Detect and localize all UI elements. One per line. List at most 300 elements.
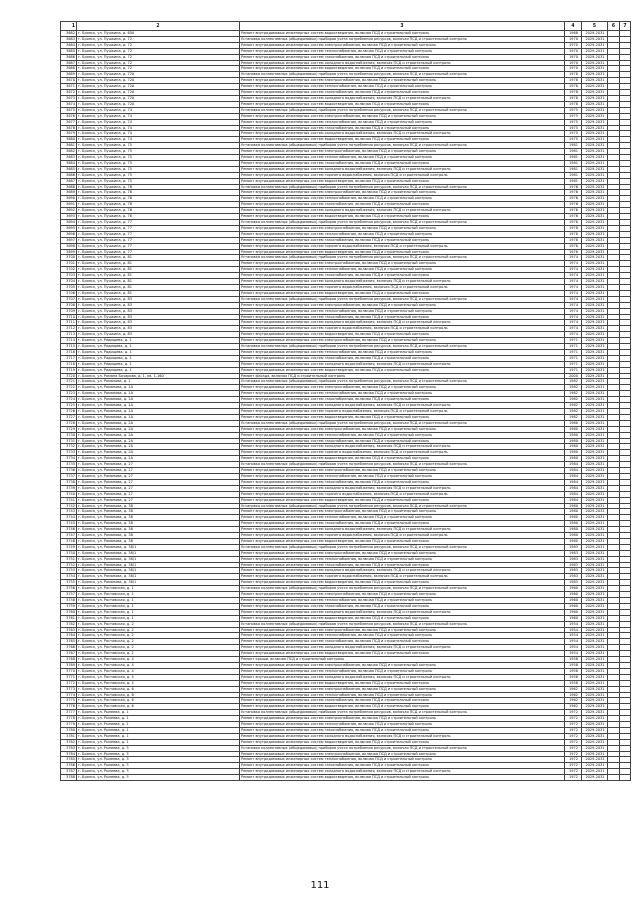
table-cell: 1982 bbox=[565, 391, 582, 397]
table-cell: 3686 bbox=[61, 54, 77, 60]
table-cell: Ремонт фасада, включая ПСД и строительный контроль bbox=[240, 373, 565, 379]
table-cell: 3734 bbox=[61, 456, 77, 462]
table-cell: г. Брянск, ул. Рылеева, д. 3 bbox=[77, 769, 240, 775]
table-cell: 3695 bbox=[61, 225, 77, 231]
table-cell: г. Брянск, ул. Пушкина, д. 77 bbox=[77, 249, 240, 255]
table-cell: Ремонт внутридомовых инженерных систем электроснабжения, включая ПСД и строительный контроль bbox=[240, 338, 565, 344]
table-cell: 2029-2031 bbox=[582, 662, 608, 668]
table-header bbox=[61, 22, 631, 31]
table-cell: 2029-2031 bbox=[582, 479, 608, 485]
table-cell: 2029-2031 bbox=[582, 739, 608, 745]
table-cell: 2029-2031 bbox=[582, 296, 608, 302]
table-cell: 2029-2031 bbox=[582, 379, 608, 385]
table-cell: г. Брянск, ул. Пушкина, д. 83 bbox=[77, 320, 240, 326]
table-cell: Ремонт внутридомовых инженерных систем теплоснабжения, включая ПСД и строительный контроль bbox=[240, 722, 565, 728]
table-cell: 2029-2031 bbox=[582, 172, 608, 178]
table-cell: 3675 bbox=[61, 107, 77, 113]
table-cell: 3691 bbox=[61, 202, 77, 208]
table-cell: 2029-2031 bbox=[582, 143, 608, 149]
table-cell: 3784 bbox=[61, 751, 77, 757]
table-cell: 2029-2031 bbox=[582, 710, 608, 716]
table-cell: 2029-2031 bbox=[582, 722, 608, 728]
table-cell: 1978 bbox=[565, 220, 582, 226]
table-cell: 3743 bbox=[61, 509, 77, 515]
table-cell: 1968 bbox=[565, 31, 582, 37]
table-cell: 3760 bbox=[61, 609, 77, 615]
table-cell: 2029-2031 bbox=[582, 202, 608, 208]
table-cell: 2029-2031 bbox=[582, 686, 608, 692]
table-cell: Ремонт внутридомовых инженерных систем холодного водоснабжения, включая ПСД и строительный контроль bbox=[240, 166, 565, 172]
table-cell: 1962 bbox=[565, 698, 582, 704]
table-cell: Ремонт внутридомовых инженерных систем горячего водоснабжения, включая ПСД и строительный контроль bbox=[240, 172, 565, 178]
table-cell: Ремонт внутридомовых инженерных систем газоснабжения, включая ПСД и строительный контроль bbox=[240, 639, 565, 645]
table-cell: Ремонт внутридомовых инженерных систем электроснабжения, включая ПСД и строительный контроль bbox=[240, 662, 565, 668]
table-cell: 3720 bbox=[61, 373, 77, 379]
table-cell: г. Брянск, ул. Пушкина, д. 75 bbox=[77, 178, 240, 184]
table-cell: г. Брянск, ул. Пушкина, д. 74 bbox=[77, 131, 240, 137]
table-cell: Ремонт внутридомовых инженерных систем электроснабжения, включая ПСД и строительный контроль bbox=[240, 751, 565, 757]
table-cell: 2029-2031 bbox=[582, 615, 608, 621]
table-cell: Ремонт внутридомовых инженерных систем водоотведения, включая ПСД и строительный контроль bbox=[240, 367, 565, 373]
table-cell: 1976 bbox=[565, 214, 582, 220]
table-cell: Установка коллективных (общедомовых) приборов учета потребления ресурсов, включая ПСД и строительный контроль bbox=[240, 107, 565, 113]
table-cell: г. Брянск, ул. Романова, д. 1А bbox=[77, 385, 240, 391]
table-cell: 1974 bbox=[565, 320, 582, 326]
column-header: 6 bbox=[608, 22, 620, 31]
table-cell: 3687 bbox=[61, 178, 77, 184]
table-cell: Ремонт внутридомовых инженерных систем теплоснабжения, включая ПСД и строительный контроль bbox=[240, 155, 565, 161]
table-cell: г. Брянск, ул. Пушкина, д. 77 bbox=[77, 220, 240, 226]
table-cell: 3758 bbox=[61, 598, 77, 604]
table-cell: 3774 bbox=[61, 692, 77, 698]
table-cell: Ремонт внутридомовых инженерных систем водоотведения, включая ПСД и строительный контроль bbox=[240, 739, 565, 745]
table-cell: 3742 bbox=[61, 503, 77, 509]
table-cell: г. Брянск, ул. Пушкина, д. 83 bbox=[77, 314, 240, 320]
table-cell: г. Брянск, ул. Романова, д. 38 bbox=[77, 533, 240, 539]
table-cell: г. Брянск, ул. Ростовская, д. 1 bbox=[77, 586, 240, 592]
table-cell: 2029-2031 bbox=[582, 190, 608, 196]
table-cell: 2029-2031 bbox=[582, 284, 608, 290]
table-cell: Ремонт внутридомовых инженерных систем водоотведения, включая ПСД и строительный контроль bbox=[240, 31, 565, 37]
table-cell: 1982 bbox=[565, 409, 582, 415]
table-cell: г. Брянск, ул. Романова, д. 1А bbox=[77, 403, 240, 409]
table-cell: 2029-2031 bbox=[582, 509, 608, 515]
table-cell: 2029-2031 bbox=[582, 42, 608, 48]
table-cell: 2029-2031 bbox=[582, 237, 608, 243]
table-cell: Установка коллективных (общедомовых) приборов учета потребления ресурсов, включая ПСД и строительный контроль bbox=[240, 379, 565, 385]
table-cell: Ремонт внутридомовых инженерных систем холодного водоснабжения, включая ПСД и строительный контроль bbox=[240, 95, 565, 101]
table-cell: Ремонт внутридомовых инженерных систем холодного водоснабжения, включая ПСД и строительный контроль bbox=[240, 279, 565, 285]
table-cell: Ремонт внутридомовых инженерных систем теплоснабжения, включая ПСД и строительный контроль bbox=[240, 231, 565, 237]
table-cell: 2029-2031 bbox=[582, 332, 608, 338]
table-cell: 3692 bbox=[61, 208, 77, 214]
table-cell: Ремонт внутридомовых инженерных систем электроснабжения, включая ПСД и строительный контроль bbox=[240, 716, 565, 722]
table-cell: 2029-2031 bbox=[582, 674, 608, 680]
table-cell: 2029-2031 bbox=[582, 438, 608, 444]
table-cell: Установка коллективных (общедомовых) приборов учета потребления ресурсов, включая ПСД и строительный контроль bbox=[240, 420, 565, 426]
table-cell: 1980 bbox=[565, 426, 582, 432]
table-cell: 1962 bbox=[565, 704, 582, 710]
table-cell: 3738 bbox=[61, 479, 77, 485]
table-cell: г. Брянск, ул. Пушкина, д. 65А bbox=[77, 31, 240, 37]
table-cell: Ремонт внутридомовых инженерных систем газоснабжения, включая ПСД и строительный контроль bbox=[240, 160, 565, 166]
table-cell: 2029-2031 bbox=[582, 403, 608, 409]
table-cell: 3727 bbox=[61, 414, 77, 420]
table-cell: Ремонт внутридомовых инженерных систем водоотведения, включая ПСД и строительный контроль bbox=[240, 775, 565, 781]
table-cell: 1974 bbox=[565, 284, 582, 290]
table-cell: г. Брянск, ул. Романова, д. 27 bbox=[77, 491, 240, 497]
table-cell: г. Брянск, ул. Рылеева, д. 3 bbox=[77, 757, 240, 763]
table-cell: 3704 bbox=[61, 279, 77, 285]
table-cell: г. Брянск, ул. Пушкина, д. 76 bbox=[77, 214, 240, 220]
table-cell: 2029-2031 bbox=[582, 36, 608, 42]
table-cell: 1975 bbox=[565, 131, 582, 137]
table-cell: 3753 bbox=[61, 568, 77, 574]
table-cell: Ремонт внутридомовых инженерных систем газоснабжения, включая ПСД и строительный контроль bbox=[240, 355, 565, 361]
table-cell: 1984 bbox=[565, 497, 582, 503]
table-cell: г. Брянск, ул. Пушкина, д. 72 bbox=[77, 54, 240, 60]
table-cell: г. Брянск, ул. Рылеева, д. 3 bbox=[77, 745, 240, 751]
table-cell: 2029-2031 bbox=[582, 521, 608, 527]
table-cell: 1971 bbox=[565, 338, 582, 344]
table-cell: 2029-2031 bbox=[582, 267, 608, 273]
table-cell: 2029-2031 bbox=[582, 160, 608, 166]
table-cell: г. Брянск, ул. Пушкина, д. 72 bbox=[77, 48, 240, 54]
table-cell: 3710 bbox=[61, 314, 77, 320]
table-cell: г. Брянск, ул. Пушкина, д. 72А bbox=[77, 90, 240, 96]
table-cell: г. Брянск, ул. Пушкина, д. 83 bbox=[77, 302, 240, 308]
table-cell: г. Брянск, ул. Пушкина, д. 77 bbox=[77, 225, 240, 231]
table-cell: 3694 bbox=[61, 220, 77, 226]
table-cell: 3708 bbox=[61, 302, 77, 308]
table-cell: 3678 bbox=[61, 125, 77, 131]
table-cell: 1954 bbox=[565, 633, 582, 639]
table-cell: 2029-2031 bbox=[582, 243, 608, 249]
table-cell: 3671 bbox=[61, 84, 77, 90]
table-cell: Ремонт внутридомовых инженерных систем электроснабжения, включая ПСД и строительный контроль bbox=[240, 592, 565, 598]
table-cell: Ремонт внутридомовых инженерных систем холодного водоснабжения, включая ПСД и строительный контроль bbox=[240, 208, 565, 214]
table-cell: 1976 bbox=[565, 208, 582, 214]
table-cell: г. Брянск, ул. Романова, д. 2А bbox=[77, 438, 240, 444]
table-cell: г. Брянск, ул. Рылеева, д. 3 bbox=[77, 763, 240, 769]
table-cell: Установка коллективных (общедомовых) приборов учета потребления ресурсов, включая ПСД и строительный контроль bbox=[240, 296, 565, 302]
table-cell: 2029-2031 bbox=[582, 391, 608, 397]
table-cell: Ремонт внутридомовых инженерных систем теплоснабжения, включая ПСД и строительный контроль bbox=[240, 692, 565, 698]
table-cell: г. Брянск, ул. Романова, д. 38/1 bbox=[77, 562, 240, 568]
table-cell: г. Брянск, ул. Пушкина, д. 76 bbox=[77, 202, 240, 208]
table-cell: 1984 bbox=[565, 479, 582, 485]
table-cell: Ремонт внутридомовых инженерных систем газоснабжения, включая ПСД и строительный контроль bbox=[240, 54, 565, 60]
table-cell: г. Брянск, ул. Ростовская, д. 2 bbox=[77, 621, 240, 627]
column-header: 2 bbox=[77, 22, 240, 31]
table-cell: Ремонт внутридомовых инженерных систем водоотведения, включая ПСД и строительный контроль bbox=[240, 456, 565, 462]
table-cell: г. Брянск, ул. Романа Бочарова, д. 1, кв. 1-160 bbox=[77, 373, 240, 379]
table-cell: Ремонт внутридомовых инженерных систем горячего водоснабжения, включая ПСД и строительный контроль bbox=[240, 284, 565, 290]
table-cell: 1958 bbox=[565, 668, 582, 674]
table-cell: г. Брянск, ул. Ростовская, д. 2 bbox=[77, 645, 240, 651]
table-cell: 1981 bbox=[565, 172, 582, 178]
table-cell: 3670 bbox=[61, 78, 77, 84]
table-cell: 1972 bbox=[565, 710, 582, 716]
table-cell: Установка коллективных (общедомовых) приборов учета потребления ресурсов, включая ПСД и строительный контроль bbox=[240, 462, 565, 468]
table-cell: 2029-2031 bbox=[582, 633, 608, 639]
table-cell: 2029-2031 bbox=[582, 308, 608, 314]
table-cell: 3736 bbox=[61, 468, 77, 474]
table-cell: Ремонт внутридомовых инженерных систем газоснабжения, включая ПСД и строительный контроль bbox=[240, 698, 565, 704]
table-cell: 1980 bbox=[565, 509, 582, 515]
table-cell: Ремонт внутридомовых инженерных систем теплоснабжения, включая ПСД и строительный контроль bbox=[240, 473, 565, 479]
table-cell: 1984 bbox=[565, 485, 582, 491]
table-cell: 3751 bbox=[61, 556, 77, 562]
table-cell: г. Брянск, ул. Романова, д. 1А bbox=[77, 409, 240, 415]
table-cell: 3700 bbox=[61, 255, 77, 261]
table-cell: 2029-2031 bbox=[582, 66, 608, 72]
table-cell: 2029-2031 bbox=[582, 338, 608, 344]
table-cell: Ремонт внутридомовых инженерных систем газоснабжения, включая ПСД и строительный контроль bbox=[240, 603, 565, 609]
table-cell: г. Брянск, ул. Пушкина, д. 75 bbox=[77, 160, 240, 166]
table-cell: 3723 bbox=[61, 391, 77, 397]
table-cell: 3759 bbox=[61, 603, 77, 609]
table-cell: г. Брянск, ул. Романова, д. 38/1 bbox=[77, 580, 240, 586]
table-cell: 2029-2031 bbox=[582, 432, 608, 438]
table-cell: 1984 bbox=[565, 491, 582, 497]
table-cell: Установка коллективных (общедомовых) приборов учета потребления ресурсов, включая ПСД и строительный контроль bbox=[240, 503, 565, 509]
table-cell: г. Брянск, ул. Романова, д. 2А bbox=[77, 420, 240, 426]
table-cell: г. Брянск, ул. Пушкина, д. 74 bbox=[77, 137, 240, 143]
table-cell: Ремонт внутридомовых инженерных систем горячего водоснабжения, включая ПСД и строительный контроль bbox=[240, 533, 565, 539]
table-cell: Ремонт внутридомовых инженерных систем теплоснабжения, включая ПСД и строительный контроль bbox=[240, 757, 565, 763]
table-cell: 1954 bbox=[565, 639, 582, 645]
table-cell: 3761 bbox=[61, 615, 77, 621]
table-cell: 1958 bbox=[565, 662, 582, 668]
table-cell: Ремонт внутридомовых инженерных систем водоотведения, включая ПСД и строительный контроль bbox=[240, 538, 565, 544]
table-cell bbox=[620, 775, 631, 781]
table-cell: 1962 bbox=[565, 686, 582, 692]
table-cell: г. Брянск, ул. Пушкина, д. 83 bbox=[77, 332, 240, 338]
table-cell: 3674 bbox=[61, 101, 77, 107]
table-cell: 2029-2031 bbox=[582, 775, 608, 781]
table-cell: Ремонт внутридомовых инженерных систем водоотведения, включая ПСД и строительный контроль bbox=[240, 414, 565, 420]
table-cell: 1982 bbox=[565, 403, 582, 409]
table-cell: 1972 bbox=[565, 733, 582, 739]
table-cell: Ремонт внутридомовых инженерных систем электроснабжения, включая ПСД и строительный контроль bbox=[240, 149, 565, 155]
table-cell: 1980 bbox=[565, 444, 582, 450]
table-cell: 3767 bbox=[61, 651, 77, 657]
table-cell: г. Брянск, ул. Ростовская, д. 6 bbox=[77, 704, 240, 710]
table-cell: 3749 bbox=[61, 544, 77, 550]
table-cell: 2029-2031 bbox=[582, 733, 608, 739]
table-cell: г. Брянск, ул. Романова, д. 38/1 bbox=[77, 568, 240, 574]
table-cell: 3786 bbox=[61, 763, 77, 769]
table-cell: 2029-2031 bbox=[582, 31, 608, 37]
table-cell: Ремонт внутридомовых инженерных систем теплоснабжения, включая ПСД и строительный контроль bbox=[240, 515, 565, 521]
table-cell: Ремонт внутридомовых инженерных систем холодного водоснабжения, включая ПСД и строительный контроль bbox=[240, 645, 565, 651]
table-cell: г. Брянск, ул. Радищева, д. 1 bbox=[77, 367, 240, 373]
column-header: 1 bbox=[61, 22, 77, 31]
table-cell: г. Брянск, ул. Пушкина, д. 76 bbox=[77, 196, 240, 202]
table-cell: Установка коллективных (общедомовых) приборов учета потребления ресурсов, включая ПСД и строительный контроль bbox=[240, 344, 565, 350]
table-cell: 2029-2031 bbox=[582, 450, 608, 456]
table-cell: 2029-2031 bbox=[582, 527, 608, 533]
table-cell: 1962 bbox=[565, 692, 582, 698]
table-cell: Ремонт внутридомовых инженерных систем теплоснабжения, включая ПСД и строительный контроль bbox=[240, 391, 565, 397]
table-cell: 3682 bbox=[61, 31, 77, 37]
table-cell: г. Брянск, ул. Романова, д. 38 bbox=[77, 527, 240, 533]
table-cell: Ремонт внутридомовых инженерных систем газоснабжения, включая ПСД и строительный контроль bbox=[240, 90, 565, 96]
table-cell: Ремонт внутридомовых инженерных систем холодного водоснабжения, включая ПСД и строительный контроль bbox=[240, 60, 565, 66]
table-cell: 3705 bbox=[61, 284, 77, 290]
table-cell: 2029-2031 bbox=[582, 550, 608, 556]
table-cell: 3788 bbox=[61, 775, 77, 781]
table-cell: 2029-2031 bbox=[582, 668, 608, 674]
table-cell: 1971 bbox=[565, 344, 582, 350]
table-cell: г. Брянск, ул. Рылеева, д. 1 bbox=[77, 733, 240, 739]
table-cell: Ремонт внутридомовых инженерных систем газоснабжения, включая ПСД и строительный контроль bbox=[240, 727, 565, 733]
table-cell: 3724 bbox=[61, 397, 77, 403]
table-cell: Установка коллективных (общедомовых) приборов учета потребления ресурсов, включая ПСД и строительный контроль bbox=[240, 710, 565, 716]
table-cell: 3768 bbox=[61, 657, 77, 663]
table-cell: 3778 bbox=[61, 716, 77, 722]
table-cell: 1981 bbox=[565, 155, 582, 161]
table-cell: г. Брянск, ул. Романова, д. 38/1 bbox=[77, 544, 240, 550]
table-cell: 1971 bbox=[565, 349, 582, 355]
table-cell: Установка коллективных (общедомовых) приборов учета потребления ресурсов, включая ПСД и строительный контроль bbox=[240, 72, 565, 78]
table-cell: 1980 bbox=[565, 538, 582, 544]
table-cell: г. Брянск, ул. Пушкина, д. 81 bbox=[77, 267, 240, 273]
table-cell: Ремонт внутридомовых инженерных систем газоснабжения, включая ПСД и строительный контроль bbox=[240, 521, 565, 527]
table-cell: Ремонт внутридомовых инженерных систем электроснабжения, включая ПСД и строительный контроль bbox=[240, 113, 565, 119]
table-cell: 2029-2031 bbox=[582, 367, 608, 373]
table-cell: Ремонт внутридомовых инженерных систем горячего водоснабжения, включая ПСД и строительный контроль bbox=[240, 326, 565, 332]
table-cell: Ремонт внутридомовых инженерных систем водоотведения, включая ПСД и строительный контроль bbox=[240, 651, 565, 657]
table-cell: г. Брянск, ул. Пушкина, д. 77 bbox=[77, 237, 240, 243]
table-cell: г. Брянск, ул. Пушкина, д. 83 bbox=[77, 326, 240, 332]
table-cell: 3765 bbox=[61, 639, 77, 645]
table-cell: 1982 bbox=[565, 385, 582, 391]
table-cell: 3701 bbox=[61, 261, 77, 267]
table-cell: г. Брянск, ул. Пушкина, д. 72А bbox=[77, 84, 240, 90]
table-cell: 1982 bbox=[565, 397, 582, 403]
table-cell: 3785 bbox=[61, 757, 77, 763]
table-cell: г. Брянск, ул. Романова, д. 2А bbox=[77, 456, 240, 462]
table-cell: Ремонт внутридомовых инженерных систем горячего водоснабжения, включая ПСД и строительный контроль bbox=[240, 491, 565, 497]
table-cell: г. Брянск, ул. Пушкина, д. 77 bbox=[77, 231, 240, 237]
table-cell: 3693 bbox=[61, 214, 77, 220]
table-body bbox=[61, 31, 631, 781]
table-cell: 1981 bbox=[565, 143, 582, 149]
table-cell: 3703 bbox=[61, 273, 77, 279]
table-cell: 2029-2031 bbox=[582, 95, 608, 101]
table-cell: г. Брянск, ул. Романова, д. 2А bbox=[77, 450, 240, 456]
table-cell: 1972 bbox=[565, 769, 582, 775]
table-cell: Ремонт внутридомовых инженерных систем водоотведения, включая ПСД и строительный контроль bbox=[240, 680, 565, 686]
table-cell: 1954 bbox=[565, 627, 582, 633]
table-cell: 1974 bbox=[565, 308, 582, 314]
table-cell: 2029-2031 bbox=[582, 397, 608, 403]
table-cell: 3739 bbox=[61, 485, 77, 491]
table-cell: г. Брянск, ул. Романова, д. 1А bbox=[77, 391, 240, 397]
table-cell: 1954 bbox=[565, 621, 582, 627]
table-cell: 3770 bbox=[61, 668, 77, 674]
table-cell: Установка коллективных (общедомовых) приборов учета потребления ресурсов, включая ПСД и строительный контроль bbox=[240, 621, 565, 627]
table-cell: 2029-2031 bbox=[582, 349, 608, 355]
table-cell: г. Брянск, ул. Романова, д. 38/1 bbox=[77, 556, 240, 562]
table-cell: 1972 bbox=[565, 763, 582, 769]
table-cell: г. Брянск, ул. Ростовская, д. 1 bbox=[77, 609, 240, 615]
table-cell: 2029-2031 bbox=[582, 78, 608, 84]
table-cell: 3777 bbox=[61, 710, 77, 716]
table-cell: г. Брянск, ул. Пушкина, д. 81 bbox=[77, 273, 240, 279]
table-cell: г. Брянск, ул. Радищева, д. 1 bbox=[77, 361, 240, 367]
table-cell: г. Брянск, ул. Пушкина, д. 72 bbox=[77, 60, 240, 66]
table-cell: 2029-2031 bbox=[582, 627, 608, 633]
table-cell: Установка коллективных (общедомовых) приборов учета потребления ресурсов, включая ПСД и строительный контроль bbox=[240, 36, 565, 42]
table-cell: г. Брянск, ул. Романова, д. 38 bbox=[77, 521, 240, 527]
table-cell: 1958 bbox=[565, 674, 582, 680]
table-cell: 3728 bbox=[61, 420, 77, 426]
table-cell: 3780 bbox=[61, 727, 77, 733]
table-cell: 2029-2031 bbox=[582, 574, 608, 580]
table-cell: 1972 bbox=[565, 775, 582, 781]
table-cell: 2029-2031 bbox=[582, 119, 608, 125]
table-cell: г. Брянск, ул. Рылеева, д. 3 bbox=[77, 775, 240, 781]
table-cell: г. Брянск, ул. Ростовская, д. 6 bbox=[77, 692, 240, 698]
table-cell: Ремонт внутридомовых инженерных систем теплоснабжения, включая ПСД и строительный контроль bbox=[240, 556, 565, 562]
table-cell: 2029-2031 bbox=[582, 456, 608, 462]
table-cell: Ремонт внутридомовых инженерных систем холодного водоснабжения, включая ПСД и строительный контроль bbox=[240, 527, 565, 533]
table-cell: 1974 bbox=[565, 261, 582, 267]
table-cell: 3733 bbox=[61, 450, 77, 456]
table-cell: 3726 bbox=[61, 409, 77, 415]
table-cell: 3730 bbox=[61, 432, 77, 438]
table-cell: 3677 bbox=[61, 119, 77, 125]
table-cell: 2029-2031 bbox=[582, 426, 608, 432]
table-cell: 2029-2031 bbox=[582, 385, 608, 391]
table-cell: 3709 bbox=[61, 308, 77, 314]
table-cell: 2029-2031 bbox=[582, 255, 608, 261]
table-cell: 1981 bbox=[565, 160, 582, 166]
table-cell: Ремонт внутридомовых инженерных систем газоснабжения, включая ПСД и строительный контроль bbox=[240, 273, 565, 279]
table-cell: 2029-2031 bbox=[582, 72, 608, 78]
table-cell: 2029-2031 bbox=[582, 420, 608, 426]
table-cell: г. Брянск, ул. Романова, д. 27 bbox=[77, 462, 240, 468]
table-cell: 1976 bbox=[565, 202, 582, 208]
table-cell: 1978 bbox=[565, 78, 582, 84]
table-cell: 2029-2031 bbox=[582, 320, 608, 326]
table-cell: 3699 bbox=[61, 249, 77, 255]
table-cell: г. Брянск, ул. Романова, д. 38/1 bbox=[77, 550, 240, 556]
table-cell: Ремонт внутридомовых инженерных систем электроснабжения, включая ПСД и строительный контроль bbox=[240, 686, 565, 692]
table-cell: 2029-2031 bbox=[582, 609, 608, 615]
table-cell: 2029-2031 bbox=[582, 249, 608, 255]
table-cell: 1983 bbox=[565, 562, 582, 568]
table-cell: Ремонт внутридомовых инженерных систем газоснабжения, включая ПСД и строительный контроль bbox=[240, 237, 565, 243]
table-cell: Ремонт внутридомовых инженерных систем водоотведения, включая ПСД и строительный контроль bbox=[240, 66, 565, 72]
table-cell: 3711 bbox=[61, 320, 77, 326]
table-cell: г. Брянск, ул. Романова, д. 38/1 bbox=[77, 574, 240, 580]
table-cell: 2029-2031 bbox=[582, 373, 608, 379]
table-cell: 3688 bbox=[61, 66, 77, 72]
table-cell: 3757 bbox=[61, 592, 77, 598]
table-cell: 3781 bbox=[61, 733, 77, 739]
table-cell: Ремонт внутридомовых инженерных систем газоснабжения, включая ПСД и строительный контроль bbox=[240, 562, 565, 568]
table-cell: 1958 bbox=[565, 680, 582, 686]
table-cell: 2029-2031 bbox=[582, 314, 608, 320]
table-cell: 1978 bbox=[565, 90, 582, 96]
table-cell: 3714 bbox=[61, 338, 77, 344]
table-cell: г. Брянск, ул. Радищева, д. 1 bbox=[77, 349, 240, 355]
table-cell: 1970 bbox=[565, 66, 582, 72]
